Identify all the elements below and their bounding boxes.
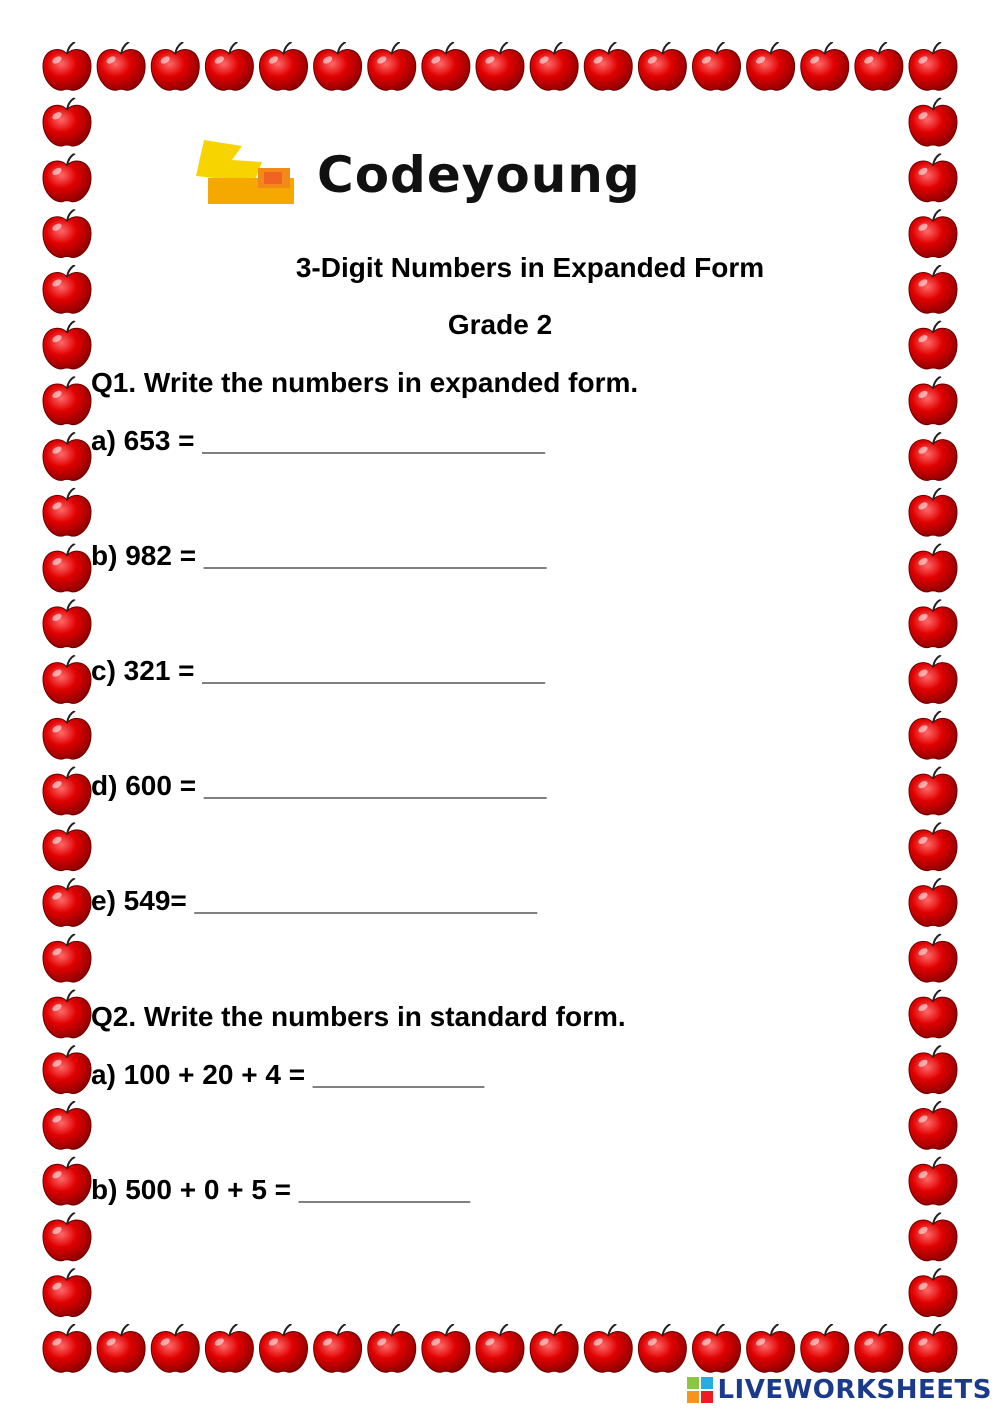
apple-icon <box>260 1324 308 1372</box>
apple-icon <box>747 1324 795 1372</box>
apple-icon <box>43 934 91 982</box>
apple-icon <box>43 98 91 146</box>
q2-item-b: b) 500 + 0 + 5 = ___________ <box>91 1174 471 1205</box>
apple-icon <box>368 1324 416 1372</box>
apple-icon <box>909 934 957 982</box>
liveworksheets-logo-icon <box>687 1377 713 1403</box>
apple-icon <box>260 42 308 90</box>
apple-icon <box>747 42 795 90</box>
apple-icon <box>43 1213 91 1261</box>
apple-icon <box>43 1157 91 1205</box>
apple-icon <box>43 544 91 592</box>
apple-icon <box>909 1213 957 1261</box>
apple-icon <box>43 432 91 480</box>
apple-icon <box>43 822 91 870</box>
apple-icon <box>530 1324 578 1372</box>
apple-icon <box>422 42 470 90</box>
apple-icon <box>584 1324 632 1372</box>
liveworksheets-footer <box>687 1373 992 1407</box>
codeyoung-logo-icon <box>192 138 302 208</box>
apple-icon <box>530 42 578 90</box>
apple-icon <box>43 711 91 759</box>
apple-icon <box>638 1324 686 1372</box>
apple-icon <box>693 1324 741 1372</box>
q1-item-c: c) 321 = ______________________ <box>91 655 545 686</box>
codeyoung-logo <box>192 138 812 218</box>
apple-icon <box>909 42 957 90</box>
apple-icon <box>909 767 957 815</box>
apple-icon <box>638 42 686 90</box>
apple-icon <box>314 42 362 90</box>
apple-icon <box>97 42 145 90</box>
apple-icon <box>909 432 957 480</box>
apple-icon <box>368 42 416 90</box>
q2-item-a: a) 100 + 20 + 4 = ___________ <box>91 1059 485 1090</box>
apple-icon <box>43 209 91 257</box>
apple-icon <box>909 1324 957 1372</box>
apple-icon <box>855 42 903 90</box>
apple-icon <box>314 1324 362 1372</box>
apple-icon <box>205 1324 253 1372</box>
apple-icon <box>909 153 957 201</box>
apple-icon <box>909 878 957 926</box>
apple-icon <box>909 376 957 424</box>
apple-icon <box>909 1101 957 1149</box>
apple-icon <box>909 209 957 257</box>
apple-icon <box>43 655 91 703</box>
apple-icon <box>909 655 957 703</box>
apple-icon <box>909 990 957 1038</box>
apple-icon <box>43 376 91 424</box>
worksheet-title: 3-Digit Numbers in Expanded Form <box>295 252 765 283</box>
apple-icon <box>43 153 91 201</box>
apple-icon <box>43 1268 91 1316</box>
apple-icon <box>43 1101 91 1149</box>
logo-wordmark: Codeyoung <box>317 146 641 204</box>
apple-icon <box>801 42 849 90</box>
q1-item-b: b) 982 = ______________________ <box>91 540 547 571</box>
q1-item-e: e) 549= ______________________ <box>91 885 538 916</box>
apple-icon <box>43 1045 91 1093</box>
apple-icon <box>43 767 91 815</box>
apple-icon <box>43 488 91 536</box>
apple-icon <box>476 42 524 90</box>
apple-icon <box>909 822 957 870</box>
apple-icon <box>476 1324 524 1372</box>
apple-icon <box>909 1268 957 1316</box>
liveworksheets-brand: LIVEWORKSHEETS <box>717 1375 992 1405</box>
q2-heading: Q2. Write the numbers in standard form. <box>91 1001 626 1032</box>
apple-icon <box>151 42 199 90</box>
apple-icon <box>855 1324 903 1372</box>
apple-icon <box>693 42 741 90</box>
apple-icon <box>801 1324 849 1372</box>
grade-label: Grade 2 <box>447 309 553 340</box>
apple-icon <box>909 1045 957 1093</box>
apple-icon <box>909 488 957 536</box>
apple-icon <box>909 1157 957 1205</box>
apple-icon <box>97 1324 145 1372</box>
apple-icon <box>909 599 957 647</box>
apple-icon <box>43 878 91 926</box>
apple-icon <box>584 42 632 90</box>
apple-icon <box>909 544 957 592</box>
q1-heading: Q1. Write the numbers in expanded form. <box>91 367 639 398</box>
apple-icon <box>43 1324 91 1372</box>
apple-icon <box>43 990 91 1038</box>
apple-icon <box>43 42 91 90</box>
apple-icon <box>909 98 957 146</box>
apple-icon <box>151 1324 199 1372</box>
apple-icon <box>43 599 91 647</box>
apple-icon <box>909 711 957 759</box>
q1-item-d: d) 600 = ______________________ <box>91 770 547 801</box>
apple-icon <box>422 1324 470 1372</box>
apple-icon <box>205 42 253 90</box>
q1-item-a: a) 653 = ______________________ <box>91 425 545 456</box>
